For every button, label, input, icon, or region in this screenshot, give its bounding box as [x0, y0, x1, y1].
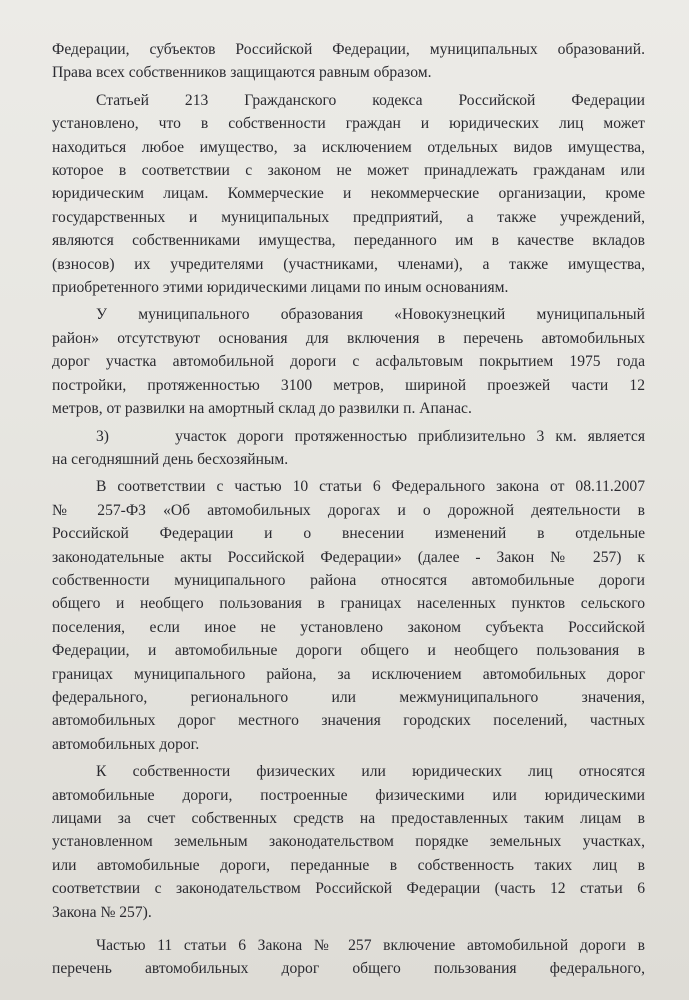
- text-line: собственности муниципального района относятся автомобильные дороги: [52, 571, 645, 589]
- text-line: установлено, что в собственности граждан и юридических лиц может: [52, 115, 645, 133]
- text-line: дорог участка автомобильной дороги с асфальтовым покрытием 1975 года: [52, 353, 645, 371]
- text-line: законодательные акты Российской Федерации» (далее - Закон № 257) к: [52, 548, 645, 566]
- text-line: на сегодняшний день бесхозяйным.: [52, 450, 289, 468]
- paragraph: [52, 934, 645, 981]
- text-line: находиться любое имущество, за исключением отдельных видов имущества,: [52, 138, 645, 156]
- text-line: юридическим лицам. Коммерческие и некоммерческие организации, кроме: [52, 185, 645, 203]
- paragraph: [52, 303, 645, 420]
- text-line: границах муниципального района, за исключением автомобильных дорог: [52, 665, 645, 683]
- text-line: федерального, регионального или межмуниципального значения,: [52, 688, 645, 706]
- text-line: автомобильных дорог.: [52, 735, 200, 753]
- paragraph: [52, 475, 645, 756]
- text-line: установленном земельным законодательством порядке земельных участках,: [52, 833, 645, 851]
- text-line: государственных и муниципальных предприятий, а также учреждений,: [52, 208, 645, 226]
- text-line: У муниципального образования «Новокузнецкий муниципальный: [96, 306, 645, 324]
- text-line: метров, от развилки на амортный склад до развилки п. Апанас.: [52, 400, 472, 418]
- text-line: лицами за счет собственных средств на предоставленных таким лицам в: [52, 810, 645, 827]
- paragraph: [52, 38, 645, 85]
- text-line: Федерации, субъектов Российской Федерации, муниципальных образований.: [52, 41, 645, 58]
- text-line: район» отсутствуют основания для включения в перечень автомобильных: [52, 329, 645, 347]
- text-line: или автомобильные дороги, переданные в собственность таких лиц в: [52, 856, 645, 874]
- text-line: (взносов) их учредителями (участниками, членами), а также имущества,: [52, 255, 645, 273]
- text-line: Статьей 213 Гражданского кодекса Российской Федерации: [96, 91, 645, 109]
- text-line: общего и необщего пользования в границах населенных пунктов сельского: [52, 595, 645, 613]
- text-line: Федерации, и автомобильные дороги общего и необщего пользования в: [52, 642, 645, 660]
- text-line: соответствии с законодательством Российской Федерации (часть 12 статьи 6: [52, 880, 645, 898]
- text-line: являются собственниками имущества, переданного им в качестве вкладов: [52, 232, 645, 250]
- text-line: К собственности физических или юридических лиц относятся: [96, 763, 645, 781]
- text-line: автомобильных дорог местного значения городских поселений, частных: [52, 712, 645, 730]
- paragraph: [52, 89, 645, 300]
- text-line: В соответствии с частью 10 статьи 6 Федерального закона от 08.11.2007: [96, 478, 645, 496]
- text-line: приобретенного этими юридическими лицами по иным основаниям.: [52, 279, 509, 297]
- text-line: Закона № 257).: [52, 903, 152, 921]
- text-line: № 257-ФЗ «Об автомобильных дорогах и о дорожной деятельности в: [52, 501, 645, 519]
- text-line: постройки, протяженностью 3100 метров, шириной проезжей части 12: [52, 376, 645, 394]
- text-line: автомобильные дороги, построенные физическими или юридическими: [52, 786, 645, 804]
- text-line: Права всех собственников защищаются равным образом.: [52, 64, 432, 82]
- text-line: перечень автомобильных дорог общего пользования федерального,: [52, 960, 645, 978]
- text-line: Российской Федерации и о внесении изменений в отдельные: [52, 525, 645, 543]
- text-line: Частью 11 статьи 6 Закона № 257 включение автомобильной дороги в: [96, 937, 645, 955]
- text-line: которое в соответствии с законом не может принадлежать гражданам или: [52, 162, 645, 180]
- paragraph: [52, 425, 645, 472]
- text-line: 3) участок дороги протяженностью приблизительно 3 км. является: [96, 427, 645, 445]
- text-line: поселения, если иное не установлено законом субъекта Российской: [52, 618, 645, 636]
- paragraph: [52, 760, 645, 924]
